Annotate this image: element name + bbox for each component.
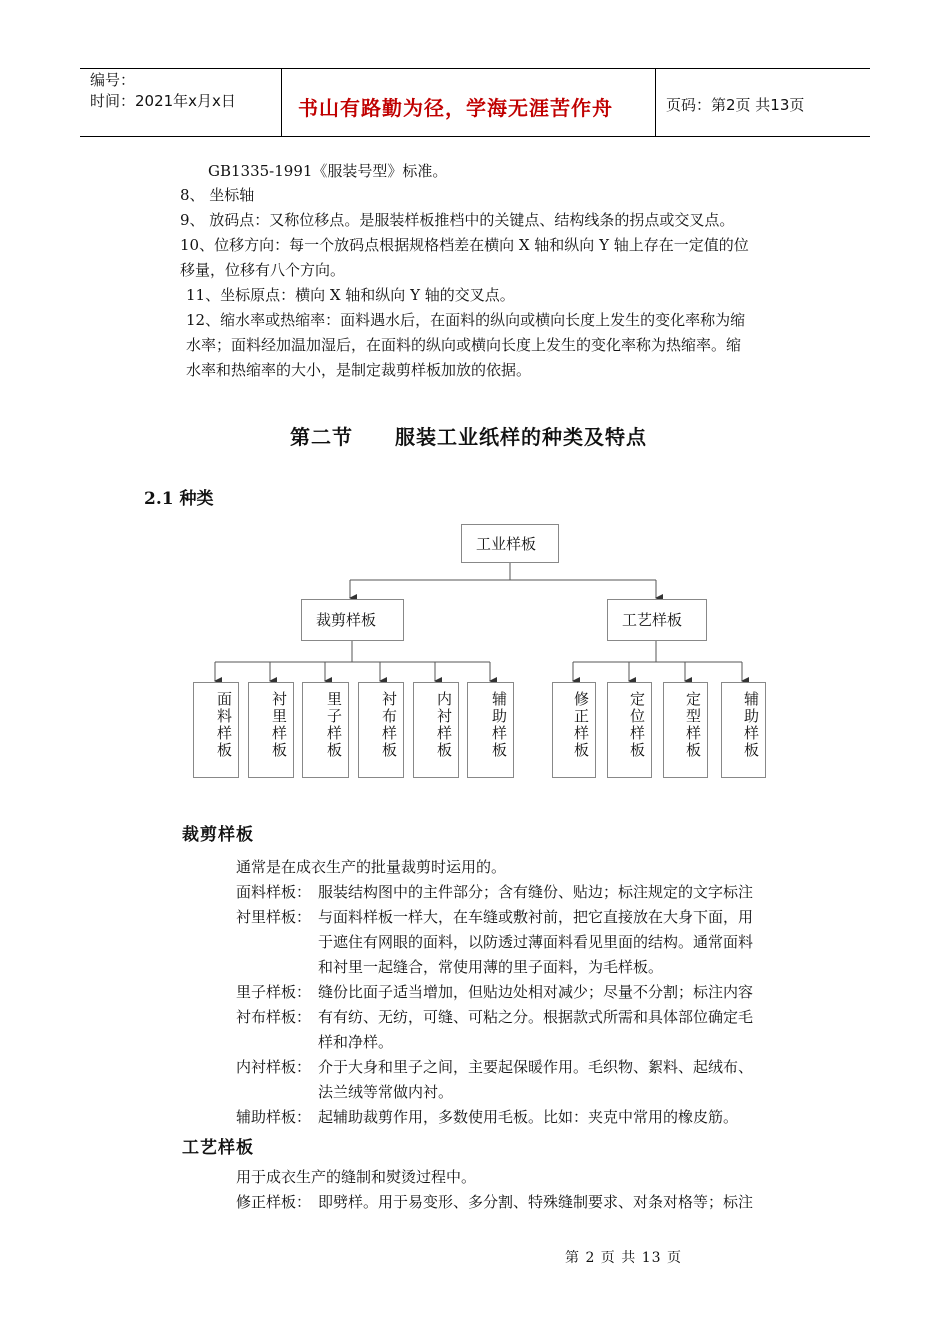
header-divider-1	[281, 68, 282, 136]
intro-line: GB1335-1991《服装号型》标准。	[208, 162, 448, 180]
diagram-leaf-box: 定型样板	[663, 682, 708, 778]
cutting-item	[236, 880, 816, 905]
page-footer: 第 2 页 共 13 页	[565, 1250, 682, 1266]
diagram-leaf-box: 定位样板	[607, 682, 652, 778]
item-line: 介于大身和里子之间，主要起保暖作用。毛织物、絮料、起绒布、	[318, 1058, 754, 1076]
cutting-intro: 通常是在成衣生产的批量裁剪时运用的。	[236, 858, 507, 876]
item-line: 于遮住有网眼的面料，以防透过薄面料看见里面的结构。通常面料	[318, 933, 754, 951]
cutting-item	[236, 905, 816, 980]
item-label: 内衬样板：	[236, 1058, 312, 1076]
item-text	[318, 1105, 738, 1130]
item-line: 样和净样。	[318, 1033, 394, 1051]
intro-line: 水率；面料经加温加湿后，在面料的纵向或横向长度上发生的变化率称为热缩率。缩	[186, 336, 742, 354]
header-bottom-rule	[80, 136, 870, 137]
item-line: 缝份比面子适当增加，但贴边处相对减少；尽量不分割；标注内容	[318, 983, 754, 1001]
diagram-left-branch-box	[301, 599, 404, 641]
diagram-root-label: 工业样板	[476, 535, 537, 553]
item-line: 有有纺、无纺，可缝、可粘之分。根据款式所需和具体部位确定毛	[318, 1008, 754, 1026]
diagram-left-branch-label: 裁剪样板	[316, 611, 377, 629]
diagram-right-branch-box	[607, 599, 707, 641]
intro-line: 8、 坐标轴	[180, 186, 255, 204]
header-divider-2	[655, 68, 656, 136]
item-line: 法兰绒等常做内衬。	[318, 1083, 454, 1101]
diagram-right-branch-label: 工艺样板	[622, 611, 683, 629]
diagram-root-box	[461, 524, 559, 563]
cutting-item	[236, 1055, 816, 1105]
item-label: 辅助样板：	[236, 1108, 312, 1126]
intro-line: 10、位移方向：每一个放码点根据规格档差在横向 X 轴和纵向 Y 轴上存在一定值的位	[180, 236, 749, 254]
item-line: 即劈样。用于易变形、多分割、特殊缝制要求、对条对格等；标注	[318, 1193, 754, 1211]
diagram-leaf-box: 辅助样板	[721, 682, 766, 778]
header-motto: 书山有路勤为径，学海无涯苦作舟	[298, 96, 613, 120]
diagram-leaf-box: 内衬样板	[413, 682, 459, 778]
item-text	[318, 880, 753, 905]
header-number-label: 编号：	[90, 71, 136, 89]
item-label: 修正样板：	[236, 1193, 312, 1211]
diagram-leaf-box: 面料样板	[193, 682, 239, 778]
header-page-info: 页码：第2页 共13页	[666, 96, 805, 114]
item-text	[318, 1005, 753, 1055]
cutting-item	[236, 980, 816, 1005]
diagram-leaf-box: 辅助样板	[467, 682, 514, 778]
intro-line: 水率和热缩率的大小，是制定裁剪样板加放的依据。	[186, 361, 532, 379]
process-intro: 用于成衣生产的缝制和熨烫过程中。	[236, 1168, 477, 1186]
item-line: 服装结构图中的主件部分；含有缝份、贴边；标注规定的文字标注	[318, 883, 754, 901]
intro-line: 12、缩水率或热缩率：面料遇水后，在面料的纵向或横向长度上发生的变化率称为缩	[186, 311, 746, 329]
header-time: 时间：2021年x月x日	[90, 92, 236, 110]
cutting-item	[236, 1005, 816, 1055]
process-item	[236, 1190, 816, 1215]
intro-line: 移量，位移有八个方向。	[180, 261, 346, 279]
item-text	[318, 1190, 753, 1215]
item-label: 里子样板：	[236, 983, 312, 1001]
diagram-leaf-box: 衬布样板	[358, 682, 404, 778]
item-text	[318, 980, 753, 1005]
item-line: 与面料样板一样大，在车缝或敷衬前，把它直接放在大身下面，用	[318, 908, 754, 926]
cutting-item	[236, 1105, 816, 1130]
cutting-heading: 裁剪样板	[182, 825, 254, 845]
header-top-rule	[80, 68, 870, 69]
intro-line: 11、坐标原点：横向 X 轴和纵向 Y 轴的交叉点。	[186, 286, 515, 304]
subsection-title: 2.1 种类	[144, 489, 214, 509]
process-heading: 工艺样板	[182, 1138, 254, 1158]
item-label: 衬布样板：	[236, 1008, 312, 1026]
item-text	[318, 905, 753, 980]
item-text	[318, 1055, 753, 1105]
section-title: 第二节 服装工业纸样的种类及特点	[290, 425, 647, 449]
intro-line: 9、 放码点：又称位移点。是服装样板推档中的关键点、结构线条的拐点或交叉点。	[180, 211, 735, 229]
diagram-leaf-box: 里子样板	[302, 682, 349, 778]
item-line: 和衬里一起缝合，常使用薄的里子面料，为毛样板。	[318, 958, 664, 976]
diagram-leaf-box: 修正样板	[552, 682, 596, 778]
item-label: 衬里样板：	[236, 908, 312, 926]
item-line: 起辅助裁剪作用，多数使用毛板。比如：夹克中常用的橡皮筋。	[318, 1108, 739, 1126]
diagram-leaf-box: 衬里样板	[248, 682, 294, 778]
item-label: 面料样板：	[236, 883, 312, 901]
